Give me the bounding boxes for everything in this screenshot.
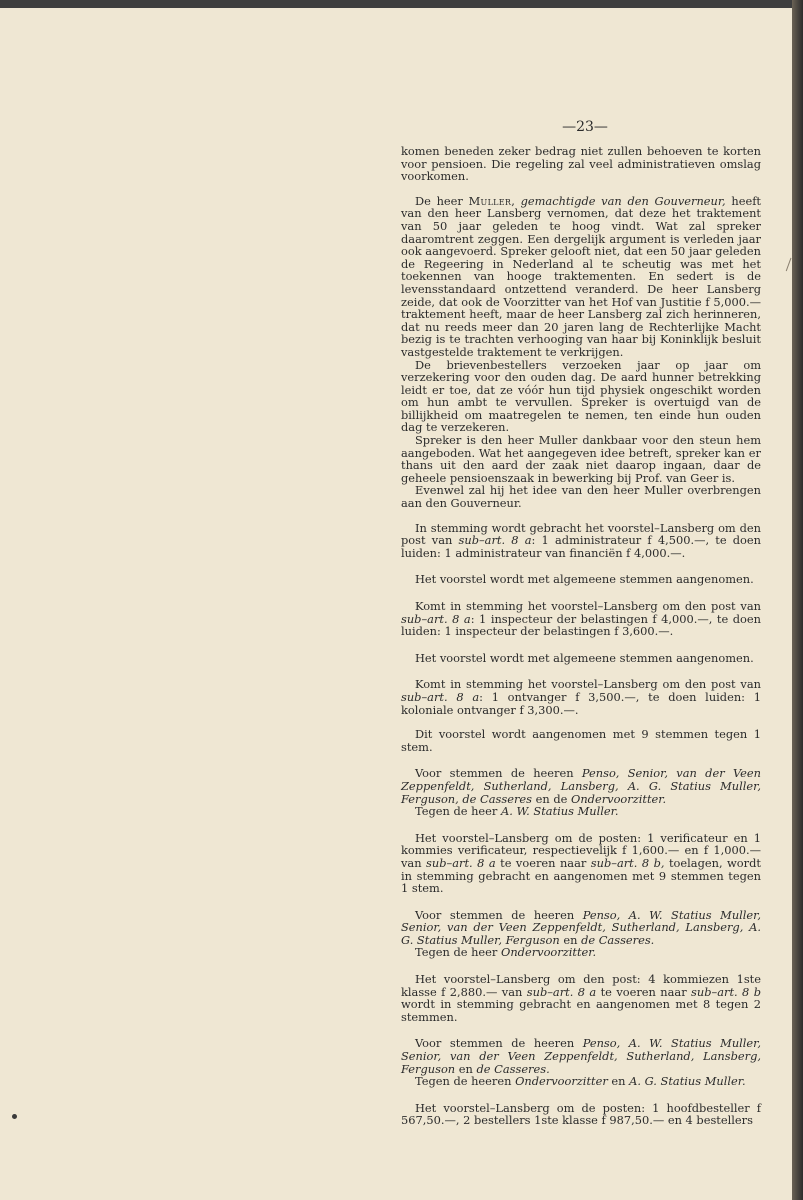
paragraph: [401, 832, 761, 895]
paragraph: [401, 484, 761, 509]
paragraph: [401, 522, 761, 560]
text-run: sub–art. 8 a: [458, 533, 532, 548]
text-run: te voeren naar: [596, 984, 692, 999]
paragraph: [401, 678, 761, 716]
text-run: Komt in stemming het voorstel–Lansberg om den post van: [415, 599, 761, 613]
text-run: de Casseres.: [476, 1061, 550, 1076]
text-run: Tegen de heeren: [415, 1074, 516, 1089]
text-run: Het voorstel–Lansberg om de posten: 1 verificateur en 1 kommies verificateur, respectievelijk f 1,600.— en f 1,000.— van: [401, 830, 761, 870]
text-run: Dit voorstel wordt aangenomen met 9 stemmen tegen 1 stem.: [401, 727, 761, 754]
text-run: sub–art. 8 a: [526, 984, 597, 999]
paragraph: [401, 909, 761, 947]
text-run: : 1 inspecteur der belastingen f 4,000.—, te doen luiden: 1 inspecteur der belastingen f 3,600.—.: [401, 611, 761, 639]
text-run: Tegen de heer: [415, 945, 501, 960]
text-run: Het voorstel–Lansberg om den post: 4 kommiezen 1ste klasse f 2,880.— van: [401, 972, 761, 999]
paragraph: [401, 946, 761, 959]
paragraph: [401, 573, 761, 586]
text-run: toelagen, wordt in stemming gebracht en aangenomen met 9 stemmen tegen 1 stem.: [401, 855, 761, 896]
text-run: komen beneden zeker bedrag niet zullen behoeven te korten voor pensioen. Die regeling zal veel administratieven omslag voorkomen.: [401, 144, 761, 184]
paragraph: [401, 652, 761, 665]
text-run: A. G. Statius Muller.: [629, 1074, 746, 1089]
paragraph: [401, 805, 761, 818]
text-run: Ondervoorzitter.: [570, 791, 667, 806]
text-run: sub–art. 8 b: [691, 984, 761, 999]
text-run: Penso, A. W. Statius Muller, Senior, van der Veen Zeppenfeldt, Sutherland, Lansberg, A. G. Statius Muller, Ferguson: [401, 907, 761, 947]
text-run: Ondervoorzitter: [515, 1074, 608, 1089]
paragraph: [401, 145, 761, 183]
ink-dot: [12, 1114, 17, 1119]
text-run: Evenwel zal hij het idee van den heer Muller overbrengen aan den Gouverneur.: [401, 483, 761, 511]
text-run: : 1 administrateur f 4,500.—, te doen luiden: 1 administrateur van financiën f 4,000.—.: [401, 533, 761, 560]
text-run: de Casseres.: [581, 932, 655, 947]
text-run: Spreker is den heer Muller dankbaar voor den steun hem aangeboden. Wat het aangegeven idee betreft, spreker kan er thans uit den aard der zaak niet daarop ingaan, daar de geheele pensioenszaak in bewerking bij Prof. van Geer is.: [401, 433, 761, 485]
paragraph: [401, 767, 761, 805]
paragraph: [401, 728, 761, 753]
text-run: Voor stemmen de heeren: [415, 1036, 583, 1051]
text-run: en: [455, 1061, 477, 1076]
text-run: sub–art. 8 b,: [590, 855, 665, 870]
text-run: Het voorstel wordt met algemeene stemmen aangenomen.: [415, 572, 754, 587]
text-run: sub–art. 8 a: [401, 689, 480, 704]
paragraph: [401, 973, 761, 1023]
text-run: : 1 ontvanger f 3,500.—, te doen luiden: 1 koloniale ontvanger f 3,300.—.: [401, 689, 761, 717]
text-run: Penso, A. W. Statius Muller, Senior, van der Veen Zeppenfeldt, Sutherland, Lansberg, Ferguson: [401, 1036, 761, 1076]
scan-edge: [792, 0, 803, 1200]
text-run: Komt in stemming het voorstel–Lansberg om den post van: [415, 677, 761, 692]
text-run: De brievenbestellers verzoeken jaar op jaar om verzekering voor den ouden dag. De aard hunner betrekking leidt er toe, dat ze vóór hun tijd physiek ongeschikt worden om hun ambt te vervullen. Spreker is overtuigd van de billijkheid om maatregelen te nemen, ten einde hun ouden dag te verzekeren.: [401, 357, 761, 435]
text-run: Het voorstel wordt met algemeene stemmen aangenomen.: [415, 650, 754, 665]
text-run: Voor stemmen de heeren: [415, 907, 583, 922]
text-run: te voeren naar: [495, 855, 591, 870]
document-page: [0, 8, 792, 1200]
text-run: A. W. Statius Muller.: [500, 804, 619, 819]
text-run: In stemming wordt gebracht het voorstel–Lansberg om den post van: [401, 520, 761, 548]
text-run: De heer: [415, 193, 469, 208]
text-run: Het voorstel–Lansberg om de posten: 1 hoofdbesteller f 567,50.—, 2 bestellers 1ste klasse f 987,50.— en 4 bestellers: [401, 1100, 761, 1128]
text-run: Ondervoorzitter.: [500, 945, 597, 960]
text-run: heeft van den heer Lansberg vernomen, dat deze het traktement van 50 jaar geleden te hoog vindt. Wat zal spreker daaromtrent zeggen. Een dergelijk argument is verleden jaar ook aangevoerd. Spreker gelooft niet, dat een 50 jaar geleden de Regeering in Nederland al te scheutig was met het toekennen van hooge traktementen. En sedert is de levensstandaard ontzettend veranderd. De heer Lansberg zeide, dat ook de Voorzitter van het Hof van Justitie f 5,000.— traktement heeft, maar de heer Lansberg zal zich herinneren, dat nu reeds meer dan 20 jaren lang de Rechterlijke Macht bezig is te trachten verhooging van haar bij Koninklijk besluit vastgestelde traktement te verkrijgen.: [401, 193, 761, 359]
text-run: sub–art. 8 a: [426, 855, 496, 870]
paragraph: [401, 600, 761, 638]
text-run: gemachtigde van den Gouverneur,: [520, 193, 726, 208]
text-run: Muller: [468, 193, 512, 208]
page-number: —23—: [562, 119, 608, 135]
text-run: en: [559, 932, 582, 947]
text-run: en: [607, 1074, 630, 1089]
paragraph: [401, 1037, 761, 1075]
text-run: ,: [511, 193, 521, 208]
paragraph: [401, 1102, 761, 1127]
text-run: sub–art. 8 a: [401, 611, 471, 626]
text-run: Penso, Senior, van der Veen Zeppenfeldt, Sutherland, Lansberg, A. G. Statius Muller, Ferguson, de Casseres: [401, 766, 761, 806]
paragraph: [401, 359, 761, 435]
text-run: en de: [532, 791, 571, 806]
paragraph: [401, 195, 761, 359]
text-run: Voor stemmen de heeren: [415, 766, 582, 781]
paragraph: [401, 434, 761, 484]
text-run: Tegen de heer: [415, 804, 501, 819]
paragraph: [401, 1075, 761, 1088]
text-column: [401, 145, 761, 1127]
text-run: wordt in stemming gebracht en aangenomen met 8 tegen 2 stemmen.: [401, 997, 761, 1024]
